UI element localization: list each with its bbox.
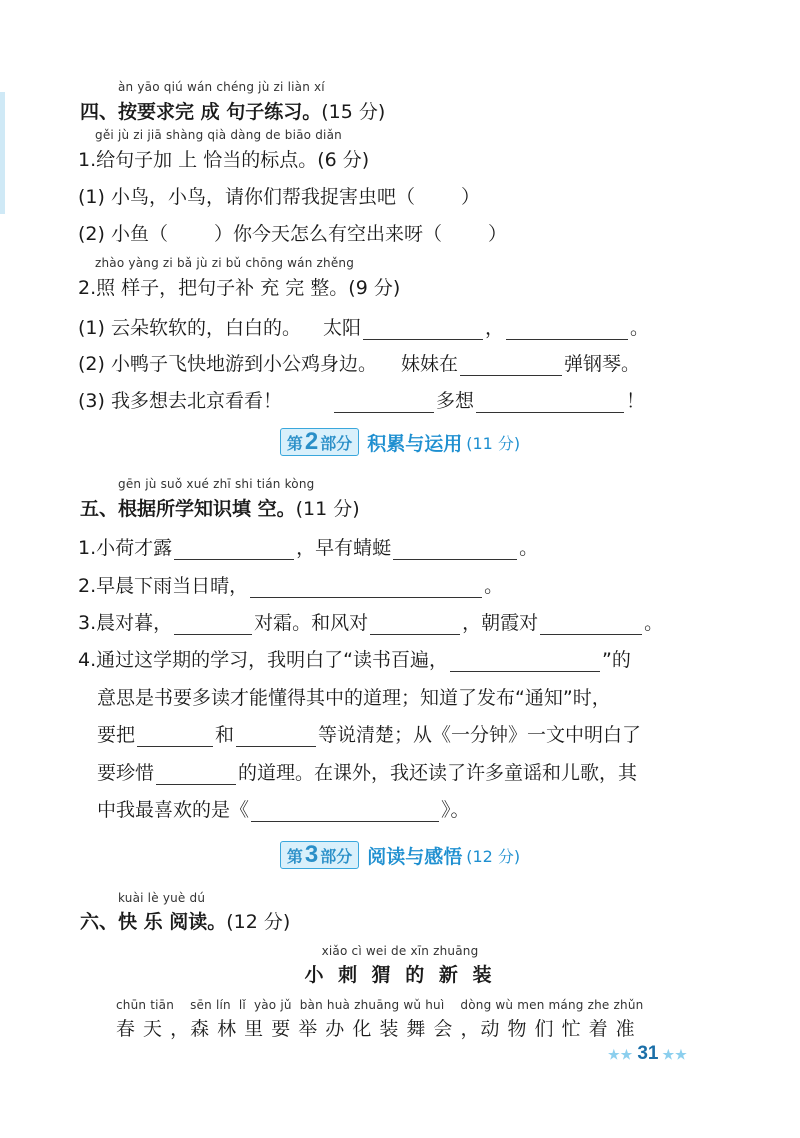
q4-2-item-3 (78, 386, 645, 413)
item-pre: 小鱼（ (110, 223, 168, 245)
star-icon: ★★ (608, 1047, 634, 1062)
q5-3-text-c: ，朝霞对 (462, 612, 539, 634)
q4-1-score: (6 分) (317, 149, 370, 171)
part2-score: (11 分) (466, 433, 521, 453)
page-number-value: 31 (637, 1043, 659, 1064)
q5-4-line-1 (78, 645, 631, 672)
item-mid: 多想 (435, 390, 474, 412)
badge-bufen: 部分 (320, 846, 353, 866)
section4-heading-text: 四、按要求完 成 句子练习。 (80, 101, 322, 123)
close-paren: ） (460, 186, 480, 208)
story-line-1-pinyin: chūn tiān sēn lín lǐ yào jǔ bàn huà zhuāng wǔ huì dòng wù men máng zhe zhǔn (116, 998, 644, 1012)
q5-4-text-5a: 中我最喜欢的是《 (97, 799, 250, 821)
q5-4-text-1-end: ”的 (601, 649, 631, 671)
close-paren: ） (488, 223, 508, 245)
item-end: 弹钢琴。 (564, 353, 641, 375)
part2-badge (280, 428, 359, 456)
item-text: 小鸟，小鸟，请你们帮我捉害虫吧（ (110, 186, 415, 208)
q5-1-text-a: 1.小荷才露 (78, 537, 173, 559)
section6-heading (80, 907, 290, 934)
answer-blank[interactable] (450, 651, 600, 672)
q4-2-text: 2.照 样子，把句子补 充 完 整 (78, 277, 330, 299)
q5-4-line-4 (97, 758, 637, 785)
section5-heading-pinyin: gēn jù suǒ xué zhī shi tián kòng (118, 477, 315, 491)
q5-4-text-1: 4.通过这学期的学习，我明白了“读书百遍， (78, 649, 448, 671)
star-icon: ★★ (662, 1047, 688, 1062)
section5-heading-text: 五、根据所学知识填 空。 (80, 498, 296, 520)
item-label: (1) (78, 317, 105, 339)
badge-number: 3 (304, 841, 319, 868)
badge-bufen: 部分 (320, 433, 353, 453)
part3-title: 阅读与感悟 (367, 845, 463, 868)
badge-number: 2 (304, 428, 319, 455)
item-prompt: 太阳 (322, 317, 361, 339)
q5-1 (78, 533, 538, 560)
part3-banner (0, 841, 800, 869)
answer-blank[interactable] (174, 539, 294, 560)
answer-blank[interactable] (174, 614, 252, 635)
answer-blank[interactable] (370, 614, 460, 635)
section4-heading (80, 97, 385, 124)
q5-4-text-4a: 要珍惜 (97, 762, 155, 784)
item-example: 云朵软软的，白白的。 (110, 317, 301, 339)
answer-blank[interactable] (334, 392, 434, 413)
q5-3-end: 。 (644, 612, 664, 634)
item-prompt: 妹妹在 (400, 353, 458, 375)
part2-title: 积累与运用 (367, 432, 463, 455)
badge-di: 第 (286, 433, 303, 453)
section5-heading (80, 494, 360, 521)
q5-2-text-a: 2.早晨下雨当日晴， (78, 575, 249, 597)
q4-2-pinyin: zhào yàng zi bǎ jù zi bǔ chōng wán zhěng (95, 256, 355, 270)
item-sep: ， (485, 317, 505, 339)
part2-banner (0, 428, 800, 456)
answer-blank[interactable] (540, 614, 642, 635)
q5-2 (78, 571, 503, 598)
item-end: 。 (630, 317, 650, 339)
badge-di: 第 (286, 846, 303, 866)
answer-blank[interactable] (251, 801, 439, 822)
story-title: 小 刺 猬 的 新 装 (304, 964, 496, 986)
answer-blank[interactable] (393, 539, 517, 560)
answer-blank[interactable] (506, 319, 628, 340)
section4-score: (15 分) (321, 101, 386, 123)
part3-badge (280, 841, 359, 869)
item-example: 小鸭子飞快地游到小公鸡身边。 (110, 353, 377, 375)
story-line-1: 春 天 ，森 林 里 要 举 办 化 装 舞 会 ，动 物 们 忙 着 准 (116, 1018, 636, 1040)
q5-4-line-3 (97, 720, 641, 747)
story-title-pinyin: xiǎo cì wei de xīn zhuāng (321, 944, 479, 958)
item-label: (3) (78, 390, 105, 412)
q4-2-item-1 (78, 313, 649, 340)
q5-4-text-3c: 等说清楚；从《一分钟》一文中明白了 (318, 724, 642, 746)
page-edge-mark (0, 92, 5, 214)
q5-1-text-b: ，早有蜻蜓 (296, 537, 392, 559)
answer-blank[interactable] (460, 355, 562, 376)
section6-heading-pinyin: kuài lè yuè dú (118, 891, 206, 905)
section6-heading-text: 六、快 乐 阅读。 (80, 911, 227, 933)
q4-1-text: 1.给句子加 上 恰当的标点。 (78, 149, 318, 171)
answer-blank[interactable] (363, 319, 483, 340)
answer-blank[interactable] (476, 392, 624, 413)
answer-blank[interactable] (236, 726, 316, 747)
section6-score: (12 分) (226, 911, 291, 933)
item-end: ！ (626, 390, 646, 412)
q5-4-text-5-end: 》。 (441, 799, 470, 821)
q4-2-score: 。(9 分) (329, 277, 401, 299)
section4-heading-pinyin: àn yāo qiú wán chéng jù zi liàn xí (118, 80, 325, 94)
q5-4-line-2: 意思是书要多读才能懂得其中的道理；知道了发布“通知”时， (97, 687, 611, 709)
item-example: 我多想去北京看看！ (110, 390, 282, 412)
q5-2-end: 。 (484, 575, 504, 597)
answer-blank[interactable] (156, 764, 236, 785)
section5-score: (11 分) (295, 498, 360, 520)
q5-4-text-3a: 要把 (97, 724, 136, 746)
q4-1-item-1 (78, 182, 480, 209)
item-label: (2) (78, 223, 105, 245)
q5-3 (78, 608, 663, 635)
item-label: (1) (78, 186, 105, 208)
q4-1-pinyin: gěi jù zi jiā shàng qià dàng de biāo diǎn (95, 128, 342, 142)
q5-4-text-4b: 的道理。在课外，我还读了许多童谣和儿歌，其 (238, 762, 638, 784)
answer-blank[interactable] (137, 726, 213, 747)
item-label: (2) (78, 353, 105, 375)
answer-blank[interactable] (250, 577, 482, 598)
q4-2-item-2 (78, 349, 640, 376)
q5-3-text-b: 对霜。和风对 (254, 612, 369, 634)
q4-1-item-2 (78, 219, 507, 246)
item-mid: ）你今天怎么有空出来呀（ (213, 223, 442, 245)
part3-score: (12 分) (466, 846, 521, 866)
q5-3-text-a: 3.晨对暮， (78, 612, 173, 634)
q5-4-text-3b: 和 (215, 724, 235, 746)
page-number (608, 1043, 688, 1065)
q5-1-end: 。 (519, 537, 539, 559)
q4-2-prompt (78, 273, 400, 300)
q4-1-prompt (78, 145, 369, 172)
q5-4-line-5 (97, 795, 470, 822)
